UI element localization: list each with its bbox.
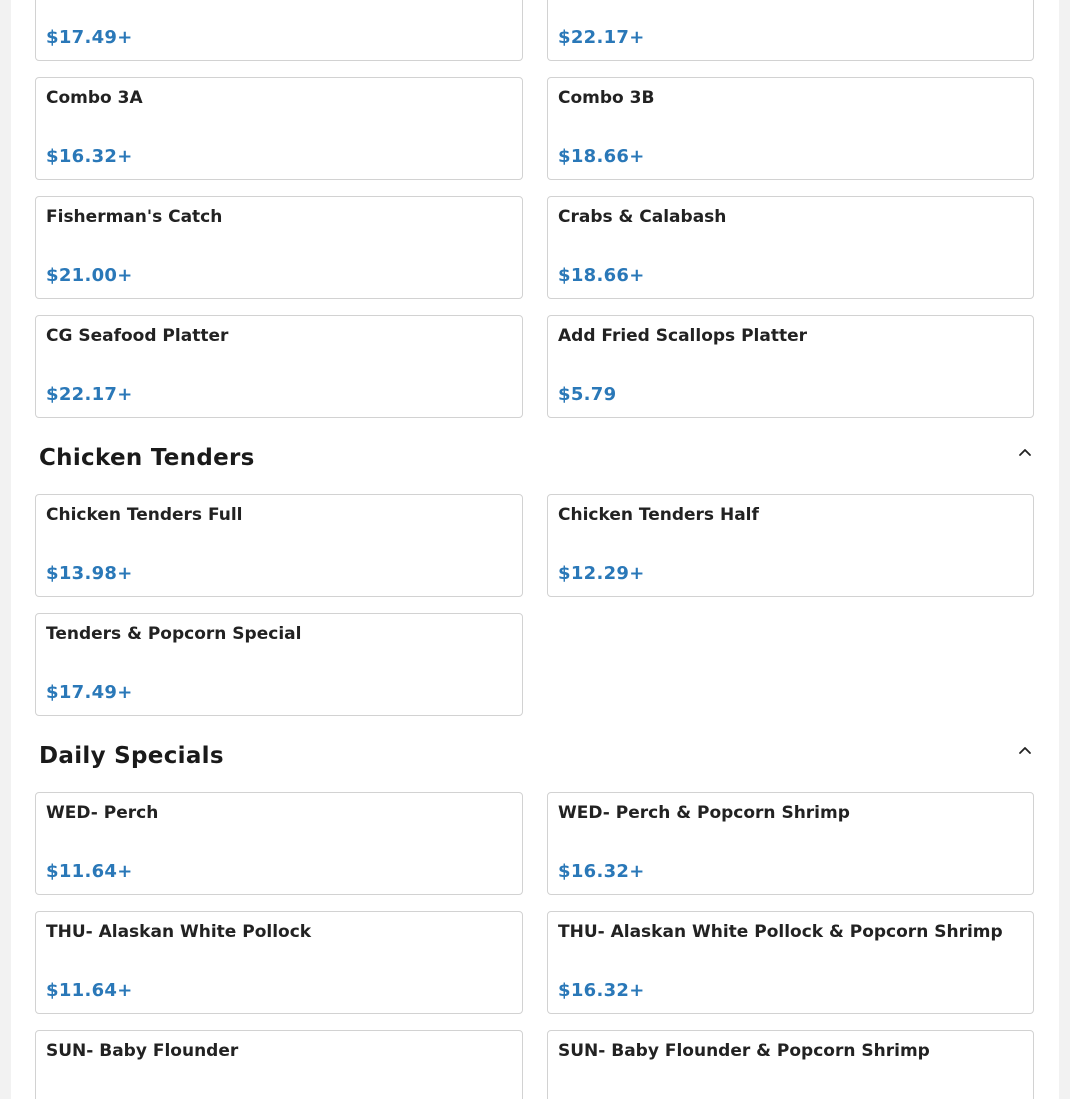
menu-item-name: Tenders & Popcorn Special bbox=[46, 624, 302, 644]
menu-item-price: $11.64+ bbox=[46, 861, 133, 882]
menu-item-card[interactable] bbox=[547, 1030, 1034, 1099]
menu-item-price: $17.49+ bbox=[46, 27, 133, 48]
menu-item-name: Add Fried Scallops Platter bbox=[558, 326, 808, 346]
menu-item-name: CG Seafood Platter bbox=[46, 326, 229, 346]
menu-item-card[interactable] bbox=[35, 77, 523, 180]
section-header-daily-specials[interactable] bbox=[35, 716, 1034, 792]
menu-item-price: $16.32+ bbox=[558, 861, 645, 882]
menu-item-price: $18.66+ bbox=[558, 146, 645, 167]
menu-item-name: Combo 3B bbox=[558, 88, 655, 108]
section-title: Daily Specials bbox=[39, 743, 224, 769]
menu-item-price: $11.64+ bbox=[46, 980, 133, 1001]
menu-grid-daily-specials bbox=[35, 792, 1034, 1099]
menu-item-card[interactable] bbox=[35, 315, 523, 418]
menu-item-card[interactable] bbox=[547, 494, 1034, 597]
menu-item-price: $16.32+ bbox=[46, 146, 133, 167]
menu-item-card[interactable] bbox=[35, 911, 523, 1014]
section-header-chicken-tenders[interactable] bbox=[35, 418, 1034, 494]
menu-item-card[interactable] bbox=[547, 911, 1034, 1014]
menu-item-name: SUN- Baby Flounder & Popcorn Shrimp bbox=[558, 1041, 930, 1061]
menu-item-name: WED- Perch bbox=[46, 803, 159, 823]
menu-item-name: Fisherman's Catch bbox=[46, 207, 223, 227]
menu-item-card[interactable] bbox=[547, 0, 1034, 61]
section-title: Chicken Tenders bbox=[39, 445, 255, 471]
menu-grid-chicken-tenders bbox=[35, 494, 1034, 716]
menu-item-card[interactable] bbox=[547, 77, 1034, 180]
chevron-up-icon[interactable] bbox=[1018, 742, 1032, 756]
menu-item-card[interactable] bbox=[547, 792, 1034, 895]
menu-item-name: Crabs & Calabash bbox=[558, 207, 727, 227]
menu-item-name: THU- Alaskan White Pollock & Popcorn Shrimp bbox=[558, 922, 1003, 942]
menu-item-card[interactable] bbox=[35, 494, 523, 597]
menu-item-card[interactable] bbox=[35, 196, 523, 299]
menu-item-card[interactable] bbox=[547, 315, 1034, 418]
chevron-up-icon[interactable] bbox=[1018, 444, 1032, 458]
menu-item-price: $16.32+ bbox=[558, 980, 645, 1001]
menu-item-name: Combo 3A bbox=[46, 88, 143, 108]
menu-item-price: $13.98+ bbox=[46, 563, 133, 584]
menu-item-price: $22.17+ bbox=[46, 384, 133, 405]
menu-item-price: $21.00+ bbox=[46, 265, 133, 286]
menu-item-name: WED- Perch & Popcorn Shrimp bbox=[558, 803, 850, 823]
menu-item-card[interactable] bbox=[35, 1030, 523, 1099]
menu-item-name: THU- Alaskan White Pollock bbox=[46, 922, 312, 942]
menu-item-name: Chicken Tenders Full bbox=[46, 505, 243, 525]
menu-item-price: $5.79 bbox=[558, 384, 617, 405]
menu-grid-combos bbox=[35, 0, 1034, 418]
menu-item-name: SUN- Baby Flounder bbox=[46, 1041, 239, 1061]
menu-item-price: $12.29+ bbox=[558, 563, 645, 584]
menu-item-price: $18.66+ bbox=[558, 265, 645, 286]
menu-item-price: $17.49+ bbox=[46, 682, 133, 703]
menu-item-price: $22.17+ bbox=[558, 27, 645, 48]
menu-item-card[interactable] bbox=[547, 196, 1034, 299]
menu-item-card[interactable] bbox=[35, 613, 523, 716]
menu-content bbox=[35, 0, 1034, 1099]
menu-item-card[interactable] bbox=[35, 0, 523, 61]
menu-page bbox=[11, 0, 1059, 1099]
menu-item-name: Chicken Tenders Half bbox=[558, 505, 759, 525]
menu-item-card[interactable] bbox=[35, 792, 523, 895]
